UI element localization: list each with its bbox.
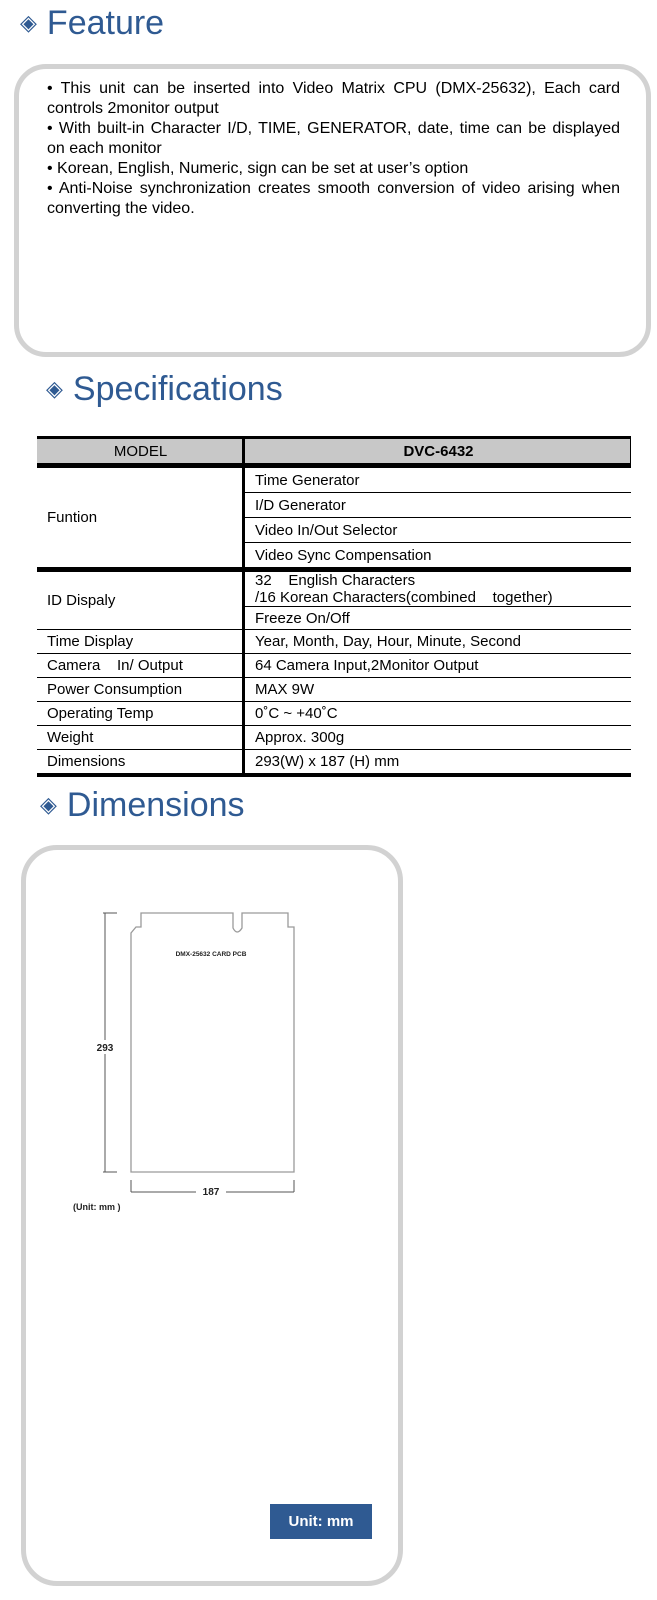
spec-label: Dimensions — [37, 750, 244, 776]
dimensions-title: Dimensions — [66, 786, 245, 824]
height-label: 293 — [96, 1043, 114, 1054]
feature-line: • With built-in Character I/D, TIME, GENERATOR, date, time can be displayed on each monitor — [47, 120, 620, 157]
spec-label: Weight — [37, 726, 244, 750]
spec-value: 293(W) x 187 (H) mm — [244, 750, 631, 776]
model-value: DVC-6432 — [244, 438, 631, 466]
spec-value: MAX 9W — [244, 678, 631, 702]
id-display-line: 32 English Characters — [255, 572, 416, 589]
model-label: MODEL — [37, 438, 244, 466]
function-value: Video Sync Compensation — [255, 546, 432, 564]
specifications-title: Specifications — [72, 370, 283, 408]
function-label: Funtion — [37, 466, 244, 570]
spec-value: 0˚C ~ +40˚C — [244, 702, 631, 726]
diamond-bullet-icon: ◈ — [20, 10, 37, 35]
width-label: 187 — [202, 1187, 220, 1198]
spec-value: Year, Month, Day, Hour, Minute, Second — [244, 630, 631, 654]
spec-label: Power Consumption — [37, 678, 244, 702]
spec-value: Approx. 300g — [244, 726, 631, 750]
unit-note: (Unit: mm ) — [73, 1202, 121, 1212]
spec-value: 64 Camera Input,2Monitor Output — [244, 654, 631, 678]
unit-badge: Unit: mm — [270, 1504, 372, 1539]
function-value: I/D Generator — [244, 493, 631, 518]
function-value: Video In/Out Selector — [244, 518, 631, 543]
feature-line: • Anti-Noise synchronization creates smooth conversion of video arising when converting the video. — [47, 180, 620, 217]
id-display-line: /16 Korean Characters(combined together) — [255, 589, 553, 606]
freeze-value: Freeze On/Off — [244, 607, 631, 630]
board-label: DMX-25632 CARD PCB — [175, 951, 247, 958]
function-value: Time Generator — [244, 466, 631, 493]
feature-title: Feature — [46, 4, 165, 42]
spec-label: Time Display — [37, 630, 244, 654]
diamond-bullet-icon: ◈ — [40, 792, 57, 817]
id-display-label: ID Dispaly — [37, 570, 244, 630]
spec-label: Operating Temp — [37, 702, 244, 726]
feature-line: • Korean, English, Numeric, sign can be set at user’s option — [47, 160, 469, 177]
diamond-bullet-icon: ◈ — [46, 376, 63, 401]
spec-label: Camera In/ Output — [37, 654, 244, 678]
feature-line: • This unit can be inserted into Video Matrix CPU (DMX-25632), Each card controls 2monitor output — [47, 80, 620, 117]
